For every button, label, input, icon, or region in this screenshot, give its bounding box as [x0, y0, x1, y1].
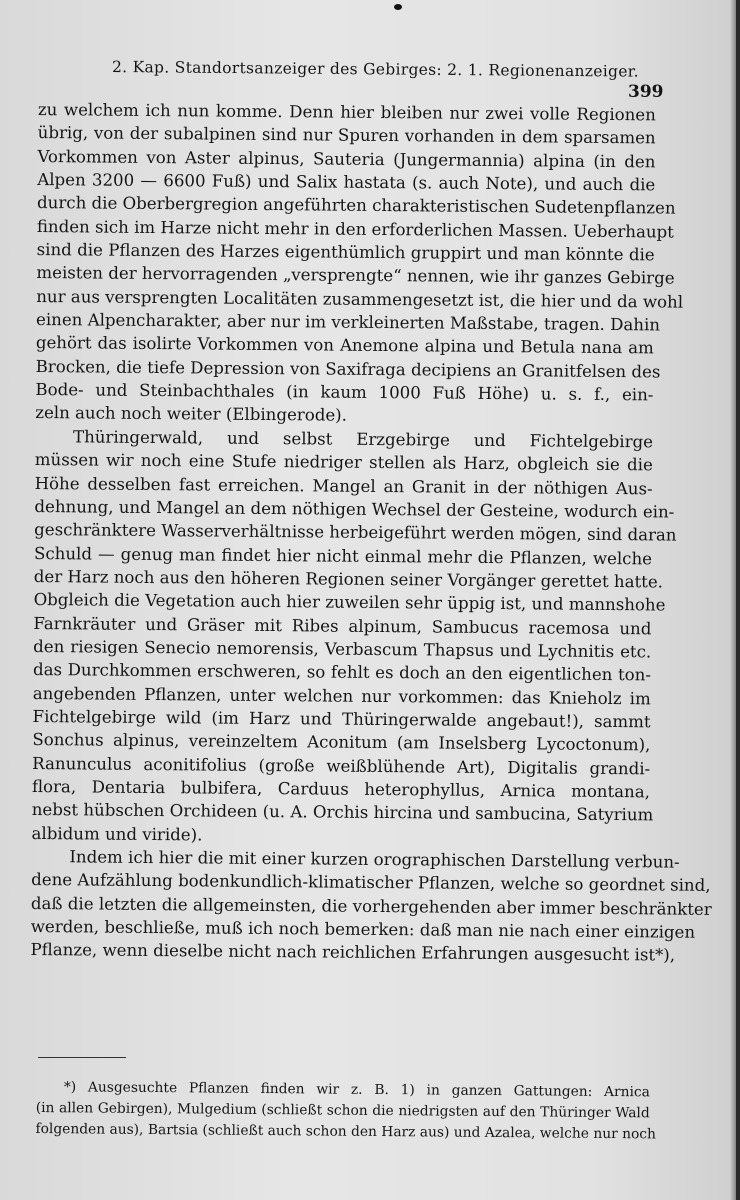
body-line: flora, Dentaria bulbifera, Carduus heterophyllus, Arnica montana,	[31, 776, 651, 802]
body-line: Pflanze, wenn dieselbe nicht nach reichlichen Erfahrungen ausgesucht ist*),	[30, 940, 676, 965]
body-line: durch die Oberbergregion angeführten charakteristischen Sudetenpflanzen	[37, 193, 676, 218]
body-line: daß die letzten die allgemeinsten, die vorhergehenden aber immer beschränkter	[30, 893, 712, 919]
body-line: der Harz noch aus den höheren Regionen seiner Vorgänger gerettet hatte.	[33, 566, 664, 592]
body-line: Höhe desselben fast erreichen. Mangel an Granit in der nöthigen Aus-	[34, 473, 653, 498]
body-line: nur aus versprengten Localitäten zusammengesetzt ist, die hier und da wohl	[36, 286, 684, 312]
body-line: meisten der hervorragenden „versprengte“ nennen, wie ihr ganzes Gebirge	[36, 263, 675, 288]
body-line: den riesigen Senecio nemorensis, Verbascum Thapsus und Lychnitis etc.	[33, 636, 652, 662]
body-text	[30, 98, 712, 967]
body-line: Schuld — genug man findet hier nicht einmal mehr die Pflanzen, welche	[33, 543, 653, 568]
body-line: Vorkommen von Aster alpinus, Sauteria (Jungermannia) alpina (in den	[37, 146, 656, 172]
body-line: werden, beschließe, muß ich noch bemerken: daß man nie nach einer einzigen	[30, 917, 696, 942]
body-line: Ranunculus aconitifolius (große weißblühende Art), Digitalis grandi-	[32, 753, 651, 778]
body-line: geschränktere Wasserverhältnisse herbeigeführt werden mögen, sind daran	[34, 520, 677, 545]
page-edge-shadow	[730, 0, 736, 1200]
body-line: sind die Pflanzen des Harzes eigenthümlich gruppirt und man könnte die	[36, 240, 655, 265]
body-line: dehnung, und Mangel an dem nöthigen Wechsel der Gesteine, wodurch ein-	[34, 496, 675, 522]
body-line: finden sich im Harze nicht mehr in den erforderlichen Massen. Ueberhaupt	[36, 216, 674, 242]
body-line: Obgleich die Vegetation auch hier zuweilen sehr üppig ist, und mannshohe	[33, 590, 666, 615]
body-line: Brocken, die tiefe Depression von Saxifraga decipiens an Granitfelsen des	[35, 356, 661, 382]
body-line: nebst hübschen Orchideen (u. A. Orchis hircina und sambucina, Satyrium	[31, 800, 654, 825]
footnotes	[35, 1077, 656, 1145]
body-line: Indem ich hier die mit einer kurzen orographischen Darstellung verbun-	[69, 847, 680, 872]
body-line: übrig, von der subalpinen sind nur Spuren vorhanden in dem sparsamen	[37, 123, 656, 148]
body-line: zeln auch noch weiter (Elbingerode).	[35, 403, 348, 426]
body-line: Alpen 3200 — 6600 Fuß) und Salix hastata (s. auch Note), und auch die	[37, 170, 656, 195]
footnote-line: *) Ausgesuchte Pflanzen finden wir z. B. 1) in ganzen Gattungen: Arnica	[63, 1079, 650, 1101]
body-line: gehört das isolirte Vorkommen von Anemone alpina und Betula nana am	[35, 333, 654, 358]
body-line: albidum und viride).	[31, 823, 203, 845]
body-line: Sonchus alpinus, vereinzeltem Aconitum (am Inselsberg Lycoctonum),	[32, 730, 651, 755]
body-line: Fichtelgebirge wild (im Harz und Thüringerwalde angebaut!), sammt	[32, 706, 651, 732]
body-line: dene Aufzählung bodenkundlich-klimatischer Pflanzen, welche so geordnet sind,	[31, 870, 711, 896]
body-line: einen Alpencharakter, aber nur im verkleinerten Maßstabe, tragen. Dahin	[35, 310, 661, 335]
body-line: Farnkräuter und Gräser mit Ribes alpinum, Sambucus racemosa und	[33, 613, 652, 638]
footnote-line: (in allen Gebirgen), Mulgedium (schließt schon die niedrigsten auf den Thüringer Wald	[35, 1099, 650, 1122]
body-line: Thüringerwald, und selbst Erzgebirge und Fichtelgebirge	[72, 427, 654, 452]
body-line: müssen wir noch eine Stufe niedriger stellen als Harz, obgleich sie die	[34, 450, 653, 475]
page-number: 399	[628, 82, 664, 102]
footnote-divider	[38, 1057, 126, 1058]
footnote-line: folgenden aus), Bartsia (schließt auch schon den Harz aus) und Azalea, welche nur noch	[35, 1120, 656, 1143]
running-header: 2. Kap. Standortsanzeiger des Gebirges: 2. 1. Regionenanzeiger.	[111, 58, 640, 81]
body-line: Bode- und Steinbachthales (in kaum 1000 Fuß Höhe) u. s. f., ein-	[35, 380, 654, 405]
print-mark	[394, 4, 402, 10]
body-line: angebenden Pflanzen, unter welchen nur vorkommen: das Knieholz im	[32, 683, 651, 708]
body-line: das Durchkommen erschweren, so fehlt es doch an den eigentlichen ton-	[32, 660, 652, 685]
body-line: zu welchem ich nun komme. Denn hier bleiben nur zwei volle Regionen	[37, 99, 656, 125]
